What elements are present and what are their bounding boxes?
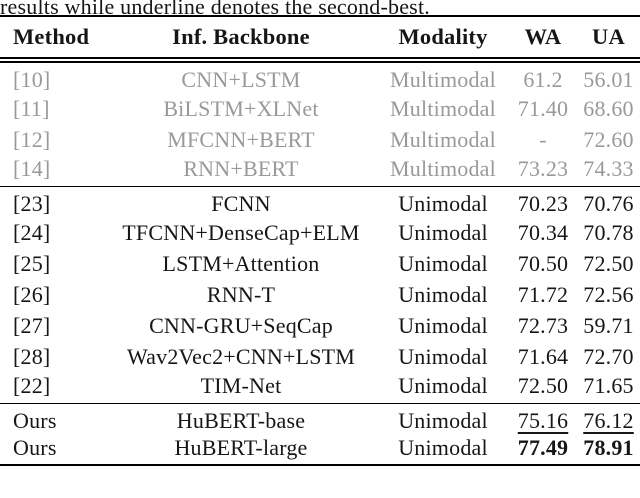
cell-modality: Unimodal: [398, 281, 488, 307]
table-row: [0, 60, 640, 93]
table-row: [0, 248, 640, 279]
table-row: [0, 341, 640, 372]
cell-modality: Unimodal: [398, 190, 488, 216]
cell-modality: Unimodal: [398, 312, 488, 338]
cell-method: Ours: [13, 434, 57, 460]
cell-wa: -: [539, 126, 547, 152]
cell-modality: Multimodal: [390, 126, 496, 152]
cell-modality: Unimodal: [398, 407, 488, 433]
table-header: [0, 16, 640, 60]
cell-wa: 77.49: [517, 434, 569, 460]
cell-ua: 76.12: [583, 407, 634, 433]
cell-method: [10]: [13, 67, 51, 92]
cell-modality: Multimodal: [390, 155, 496, 181]
cell-ua: 59.71: [583, 312, 634, 338]
results-table: [0, 15, 640, 466]
cell-wa: 71.40: [517, 95, 569, 121]
cell-method: [28]: [13, 343, 51, 369]
cell-wa: 70.23: [517, 190, 569, 216]
cell-backbone: HuBERT-base: [176, 407, 306, 433]
header-method: Method: [0, 16, 105, 60]
cell-modality: Multimodal: [390, 95, 496, 121]
table-row: [0, 217, 640, 248]
cell-ua: 70.78: [583, 219, 634, 245]
group-ours: [0, 403, 640, 465]
table-row: [0, 124, 640, 155]
cell-wa: 70.50: [517, 250, 569, 276]
cell-method: [26]: [13, 281, 51, 307]
cell-ua: 72.56: [583, 281, 634, 307]
table-row: [0, 372, 640, 403]
header-backbone: Inf. Backbone: [105, 16, 377, 60]
cell-wa: 72.50: [517, 372, 569, 398]
cell-backbone: LSTM+Attention: [162, 250, 320, 276]
cell-wa: 61.2: [523, 67, 563, 92]
cell-method: [14]: [13, 155, 51, 181]
cell-backbone: RNN+BERT: [183, 155, 299, 181]
cell-ua: 70.76: [583, 190, 634, 216]
cell-ua: 72.60: [583, 126, 634, 152]
group-multimodal-prior-work: [0, 60, 640, 186]
cell-method: [23]: [13, 190, 51, 216]
table-row: [0, 186, 640, 217]
cell-modality: Unimodal: [398, 434, 488, 460]
cell-backbone: RNN-T: [206, 281, 276, 307]
cell-modality: Unimodal: [398, 250, 488, 276]
cell-modality: Multimodal: [390, 67, 496, 92]
header-modality: Modality: [377, 16, 509, 60]
cell-backbone: FCNN: [211, 190, 271, 216]
cell-method: [27]: [13, 312, 51, 338]
cell-wa: 71.72: [517, 281, 569, 307]
cell-ua: 72.50: [583, 250, 634, 276]
table-row: [0, 434, 640, 465]
cell-backbone: MFCNN+BERT: [167, 126, 315, 152]
table-row: [0, 93, 640, 124]
table-row: [0, 279, 640, 310]
cell-ua: 71.65: [583, 372, 634, 398]
cell-method: [11]: [13, 95, 50, 121]
group-unimodal-prior-work: [0, 186, 640, 403]
cell-backbone: BiLSTM+XLNet: [163, 95, 319, 121]
cell-method: Ours: [13, 407, 57, 433]
cell-method: [24]: [13, 219, 51, 245]
cell-wa: 73.23: [517, 155, 569, 181]
table-row: [0, 155, 640, 186]
table-caption: [0, 0, 640, 15]
cell-wa: 71.64: [517, 343, 569, 369]
header-row: [0, 16, 640, 60]
cell-method: [25]: [13, 250, 51, 276]
cell-wa: 75.16: [517, 407, 569, 433]
cell-modality: Unimodal: [398, 343, 488, 369]
table-row: [0, 403, 640, 434]
header-ua: UA: [577, 16, 640, 60]
cell-ua: 72.70: [583, 343, 634, 369]
cell-ua: 74.33: [583, 155, 634, 181]
caption-prefix: results while: [0, 0, 121, 15]
cell-modality: Unimodal: [398, 372, 488, 398]
cell-backbone: TFCNN+DenseCap+ELM: [122, 219, 360, 245]
cell-modality: Unimodal: [398, 219, 488, 245]
cell-backbone: CNN+LSTM: [181, 67, 301, 92]
cell-backbone: Wav2Vec2+CNN+LSTM: [126, 343, 356, 369]
cell-ua: 68.60: [583, 95, 634, 121]
header-wa: WA: [509, 16, 577, 60]
cell-backbone: CNN-GRU+SeqCap: [149, 312, 333, 338]
cell-ua: 78.91: [583, 434, 634, 460]
cell-ua: 56.01: [583, 67, 634, 92]
cell-method: [12]: [13, 126, 51, 152]
caption-underlined-word: underline: [120, 0, 206, 15]
caption-suffix: denotes the second-best.: [205, 0, 430, 15]
cell-backbone: TIM-Net: [200, 372, 282, 398]
cell-wa: 72.73: [517, 312, 569, 338]
cell-wa: 70.34: [517, 219, 569, 245]
cell-method: [22]: [13, 372, 51, 398]
cell-backbone: HuBERT-large: [174, 434, 308, 460]
table-row: [0, 310, 640, 341]
